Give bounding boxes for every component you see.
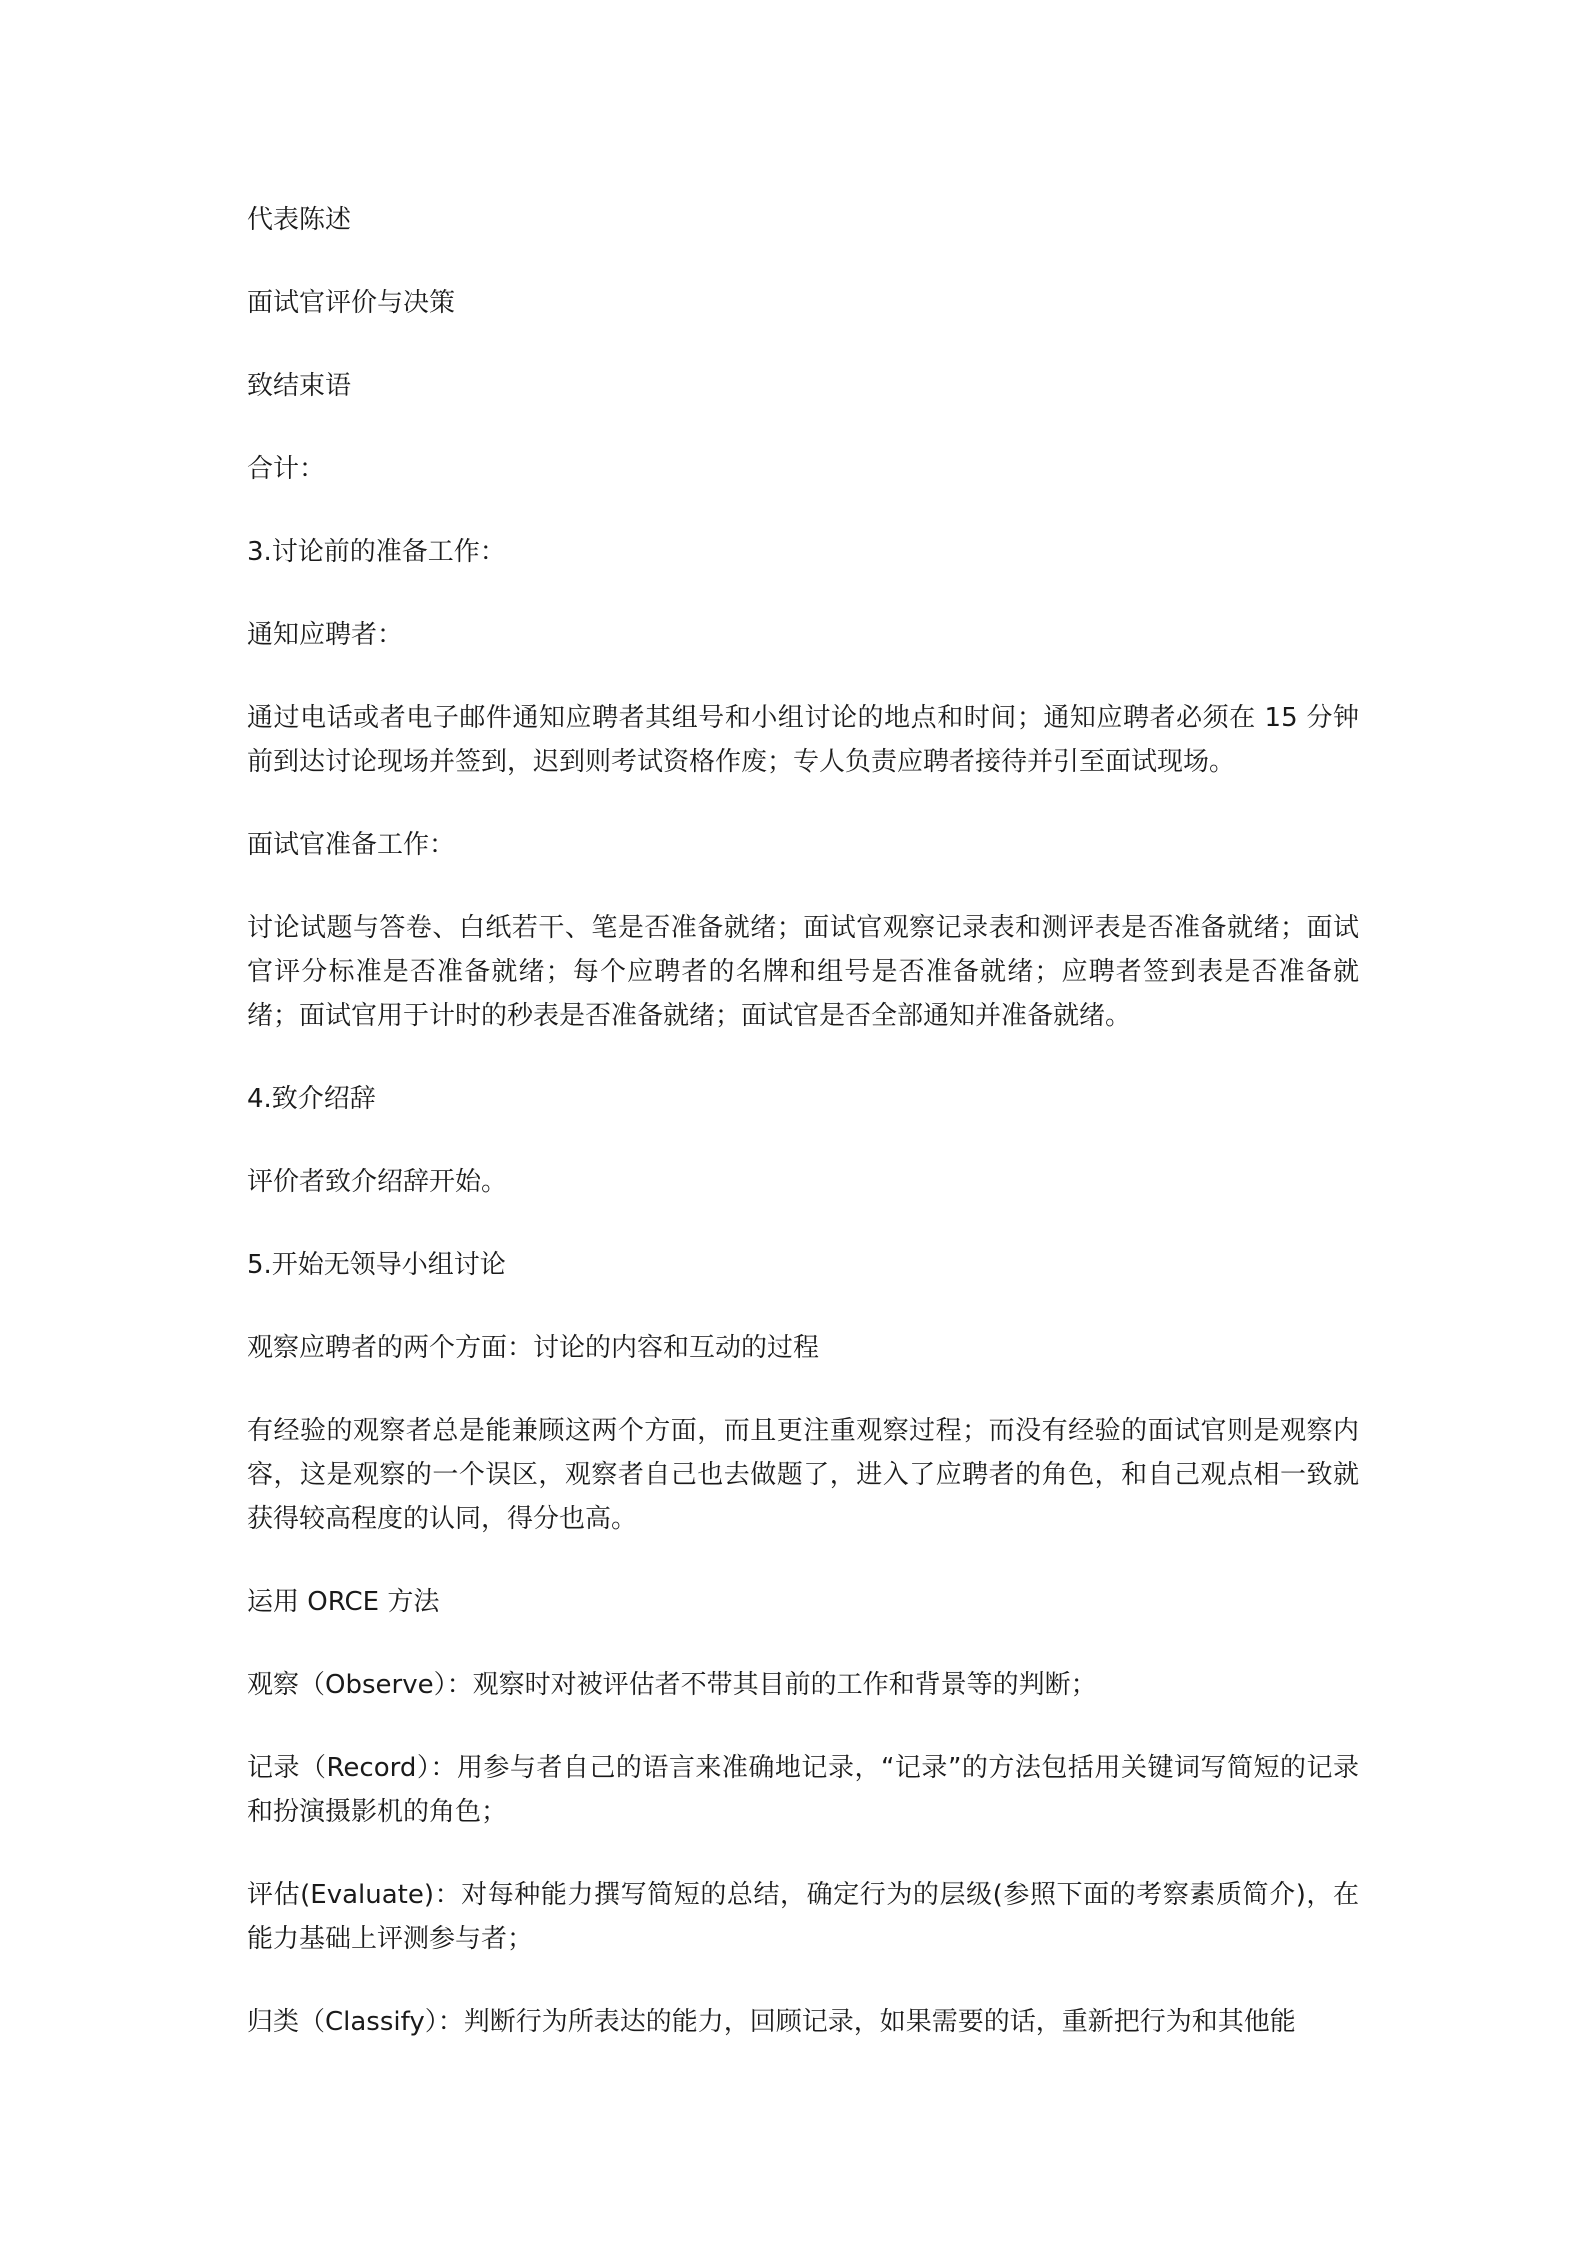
section-heading-start-discussion: 5.开始无领导小组讨论 (247, 1250, 506, 1280)
paragraph-notify-candidates-body: 通过电话或者电子邮件通知应聘者其组号和小组讨论的地点和时间；通知应聘者必须在 15 分钟前到达讨论现场并签到，迟到则考试资格作废；专人负责应聘者接待并引至面试现场。 (247, 703, 1359, 777)
paragraph-orce-method: 运用 ORCE 方法 (247, 1587, 440, 1617)
paragraph-record: 记录（Record）：用参与者自己的语言来准确地记录，“记录”的方法包括用关键词写简短的记录和扮演摄影机的角色； (247, 1753, 1359, 1827)
paragraph-representative-statement: 代表陈述 (247, 205, 352, 235)
paragraph-closing-remarks: 致结束语 (247, 371, 352, 401)
paragraph-interviewer-evaluation: 面试官评价与决策 (247, 288, 456, 318)
paragraph-interviewer-prep-heading: 面试官准备工作： (247, 830, 456, 860)
paragraph-introduction-body: 评价者致介绍辞开始。 (247, 1167, 508, 1197)
document-body (247, 198, 1359, 2083)
paragraph-observe-two-aspects: 观察应聘者的两个方面：讨论的内容和互动的过程 (247, 1333, 820, 1363)
paragraph-classify: 归类（Classify）：判断行为所表达的能力，回顾记录，如果需要的话，重新把行为和其他能 (247, 2007, 1296, 2037)
paragraph-observe: 观察（Observe）：观察时对被评估者不带其目前的工作和背景等的判断； (247, 1670, 1097, 1700)
section-heading-introduction: 4.致介绍辞 (247, 1084, 376, 1114)
paragraph-total: 合计： (247, 454, 326, 484)
paragraph-evaluate: 评估(Evaluate)：对每种能力撰写简短的总结，确定行为的层级(参照下面的考察素质简介)，在能力基础上评测参与者； (247, 1880, 1359, 1954)
paragraph-interviewer-prep-body: 讨论试题与答卷、白纸若干、笔是否准备就绪；面试官观察记录表和测评表是否准备就绪；面试官评分标准是否准备就绪；每个应聘者的名牌和组号是否准备就绪；应聘者签到表是否准备就绪；面试官用于计时的秒表是否准备就绪；面试官是否全部通知并准备就绪。 (247, 913, 1359, 1031)
paragraph-experienced-observer: 有经验的观察者总是能兼顾这两个方面，而且更注重观察过程；而没有经验的面试官则是观察内容，这是观察的一个误区，观察者自己也去做题了，进入了应聘者的角色，和自己观点相一致就获得较高程度的认同，得分也高。 (247, 1416, 1359, 1534)
section-heading-preparation: 3.讨论前的准备工作： (247, 537, 506, 567)
paragraph-notify-candidates-heading: 通知应聘者： (247, 620, 404, 650)
